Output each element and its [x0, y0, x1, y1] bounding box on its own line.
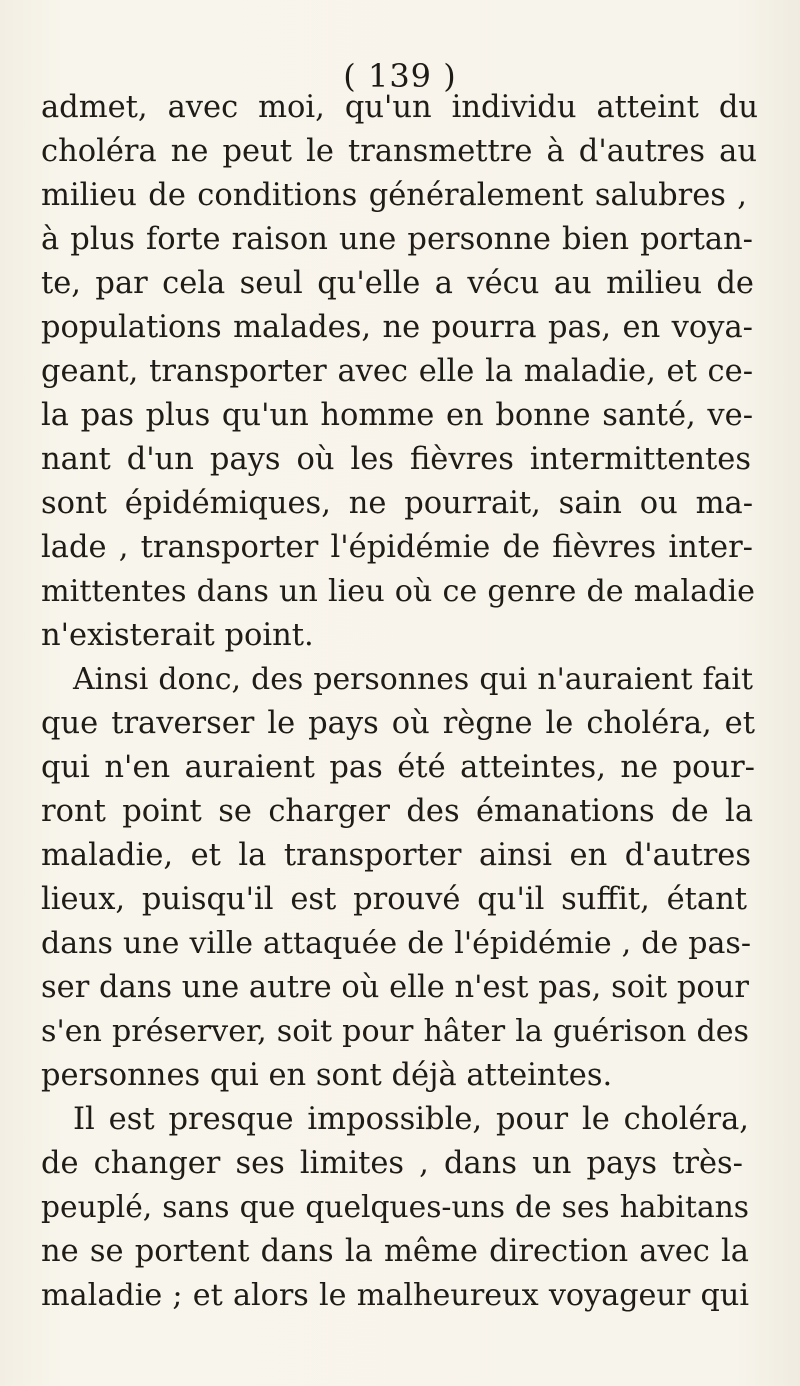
text-line: admet, avec moi, qu'un individu atteint du	[41, 90, 758, 125]
text-line: geant, transporter avec elle la maladie, et ce-	[41, 354, 753, 389]
text-line: choléra ne peut le transmettre à d'autres au	[41, 134, 757, 169]
text-line: s'en préserver, soit pour hâter la guérison des	[41, 1014, 749, 1049]
text-line: dans une ville attaquée de l'épidémie , de pas-	[41, 926, 751, 961]
text-line: à plus forte raison une personne bien portan-	[41, 222, 753, 257]
text-line: te, par cela seul qu'elle a vécu au milieu de	[41, 266, 754, 301]
text-line: peuplé, sans que quelques-uns de ses habitans	[41, 1190, 749, 1225]
text-line: maladie, et la transporter ainsi en d'autres	[41, 838, 751, 873]
text-line: que traverser le pays où règne le choléra, et	[41, 706, 755, 741]
text-line: Il est presque impossible, pour le choléra,	[73, 1102, 749, 1137]
text-line: mittentes dans un lieu où ce genre de maladie	[41, 574, 755, 609]
text-line: personnes qui en sont déjà atteintes.	[41, 1058, 613, 1093]
text-line: lade , transporter l'épidémie de fièvres inter-	[41, 530, 753, 565]
text-line: de changer ses limites , dans un pays très-	[41, 1146, 743, 1181]
text-line: ser dans une autre où elle n'est pas, soit pour	[41, 970, 749, 1005]
text-line: nant d'un pays où les fièvres intermittentes	[41, 442, 751, 477]
text-line: lieux, puisqu'il est prouvé qu'il suffit, étant	[41, 882, 747, 917]
text-line: Ainsi donc, des personnes qui n'auraient fait	[73, 662, 753, 697]
text-line: n'existerait point.	[41, 618, 314, 653]
text-line: la pas plus qu'un homme en bonne santé, ve-	[41, 398, 753, 433]
text-line: ront point se charger des émanations de la	[41, 794, 753, 829]
text-line: sont épidémiques, ne pourrait, sain ou ma-	[41, 486, 753, 521]
text-line: maladie ; et alors le malheureux voyageur qui	[41, 1278, 749, 1313]
text-line: qui n'en auraient pas été atteintes, ne pour-	[41, 750, 755, 785]
page-number: ( 139 )	[343, 57, 457, 95]
text-line: milieu de conditions généralement salubres ,	[41, 178, 747, 213]
text-line: ne se portent dans la même direction avec la	[41, 1234, 749, 1269]
text-line: populations malades, ne pourra pas, en voya-	[41, 310, 753, 345]
